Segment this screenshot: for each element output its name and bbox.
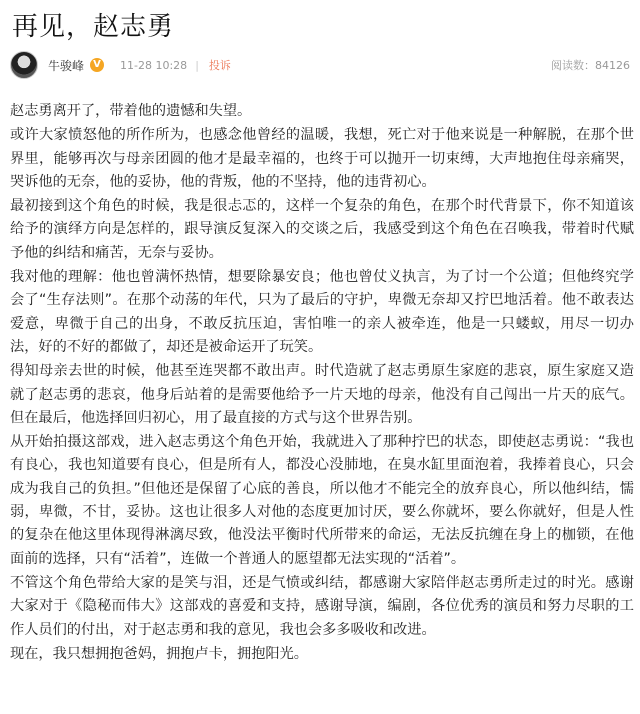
post-time: 11-28 10:28	[120, 58, 188, 72]
article-paragraph: 我对他的理解：他也曾满怀热情，想要除暴安良；他也曾仗义执言，为了讨一个公道；但他终究学会了“生存法则”。在那个动荡的年代，只为了最后的守护，卑微无奈却又拧巴地活着。他不敢表达爱意，卑微于自己的出身，不敢反抗压迫，害怕唯一的亲人被牵连，他是一只蝼蚁，用尽一切办法，好的不好的都做了，却还是被命运开了玩笑。	[10, 269, 634, 355]
article-body	[10, 100, 634, 667]
verified-v-icon: V	[90, 58, 104, 72]
article-paragraph: 赵志勇离开了，带着他的遗憾和失望。	[10, 103, 252, 119]
avatar[interactable]	[10, 51, 38, 79]
article-paragraph: 或许大家愤怒他的所作所为，也感念他曾经的温暖，我想，死亡对于他来说是一种解脱，在那个世界里，能够再次与母亲团圆的他才是最幸福的，也终于可以抛开一切束缚，大声地抱住母亲痛哭，哭诉他的无奈，他的妥协，他的背叛，他的不坚持，他的违背初心。	[10, 127, 634, 190]
article-paragraph: 得知母亲去世的时候，他甚至连哭都不敢出声。时代造就了赵志勇原生家庭的悲哀，原生家庭又造就了赵志勇的悲哀，他身后站着的是需要他给予一片天地的母亲，他没有自己闯出一片天的底气。但在最后，他选择回归初心，用了最直接的方式与这个世界告别。	[10, 363, 634, 426]
author-name[interactable]: 牛骏峰	[48, 58, 85, 73]
page-title: 再见，赵志勇	[12, 12, 175, 42]
article-paragraph: 从开始拍摄这部戏，进入赵志勇这个角色开始，我就进入了那种拧巴的状态，即使赵志勇说：“我也有良心，我也知道要有良心，但是所有人，都没心没肺地，在臭水缸里面泡着，我捧着良心，只会成为我自己的负担。”但他还是保留了心底的善良，所以他才不能完全的放弃良心，所以他纠结，懦弱，卑微，不甘，妥协。这也让很多人对他的态度更加讨厌，要么你就坏，要么你就好，但是人性的复杂在他这里体现得淋漓尽致，他没法平衡时代所带来的命运，无法反抗缠在身上的枷锁，在他面前的选择，只有“活着”，连做一个普通人的愿望都无法实现的“活着”。	[10, 434, 634, 567]
article-paragraph: 不管这个角色带给大家的是笑与泪，还是气愤或纠结，都感谢大家陪伴赵志勇所走过的时光。感谢大家对于《隐秘而伟大》这部戏的喜爱和支持，感谢导演，编剧，各位优秀的演员和努力尽职的工作人员们的付出，对于赵志勇和我的意见，我也会多多吸收和改进。	[10, 574, 634, 638]
complaint-link[interactable]: 投诉	[208, 59, 231, 72]
post-meta	[10, 50, 630, 80]
article-paragraph: 最初接到这个角色的时候，我是很忐忑的，这样一个复杂的角色，在那个时代背景下，你不知道该给予的演绎方向是怎样的，跟导演反复深入的交谈之后，我感受到这个角色在召唤我，带着时代赋予他的纠结和痛苦，无奈与妥协。	[10, 198, 634, 261]
divider: |	[195, 58, 199, 72]
read-count-label: 阅读数：	[551, 59, 595, 72]
read-count	[551, 57, 630, 73]
article-paragraph: 现在，我只想拥抱爸妈，拥抱卢卡，拥抱阳光。	[10, 645, 308, 662]
read-count-value: 84126	[595, 59, 630, 72]
